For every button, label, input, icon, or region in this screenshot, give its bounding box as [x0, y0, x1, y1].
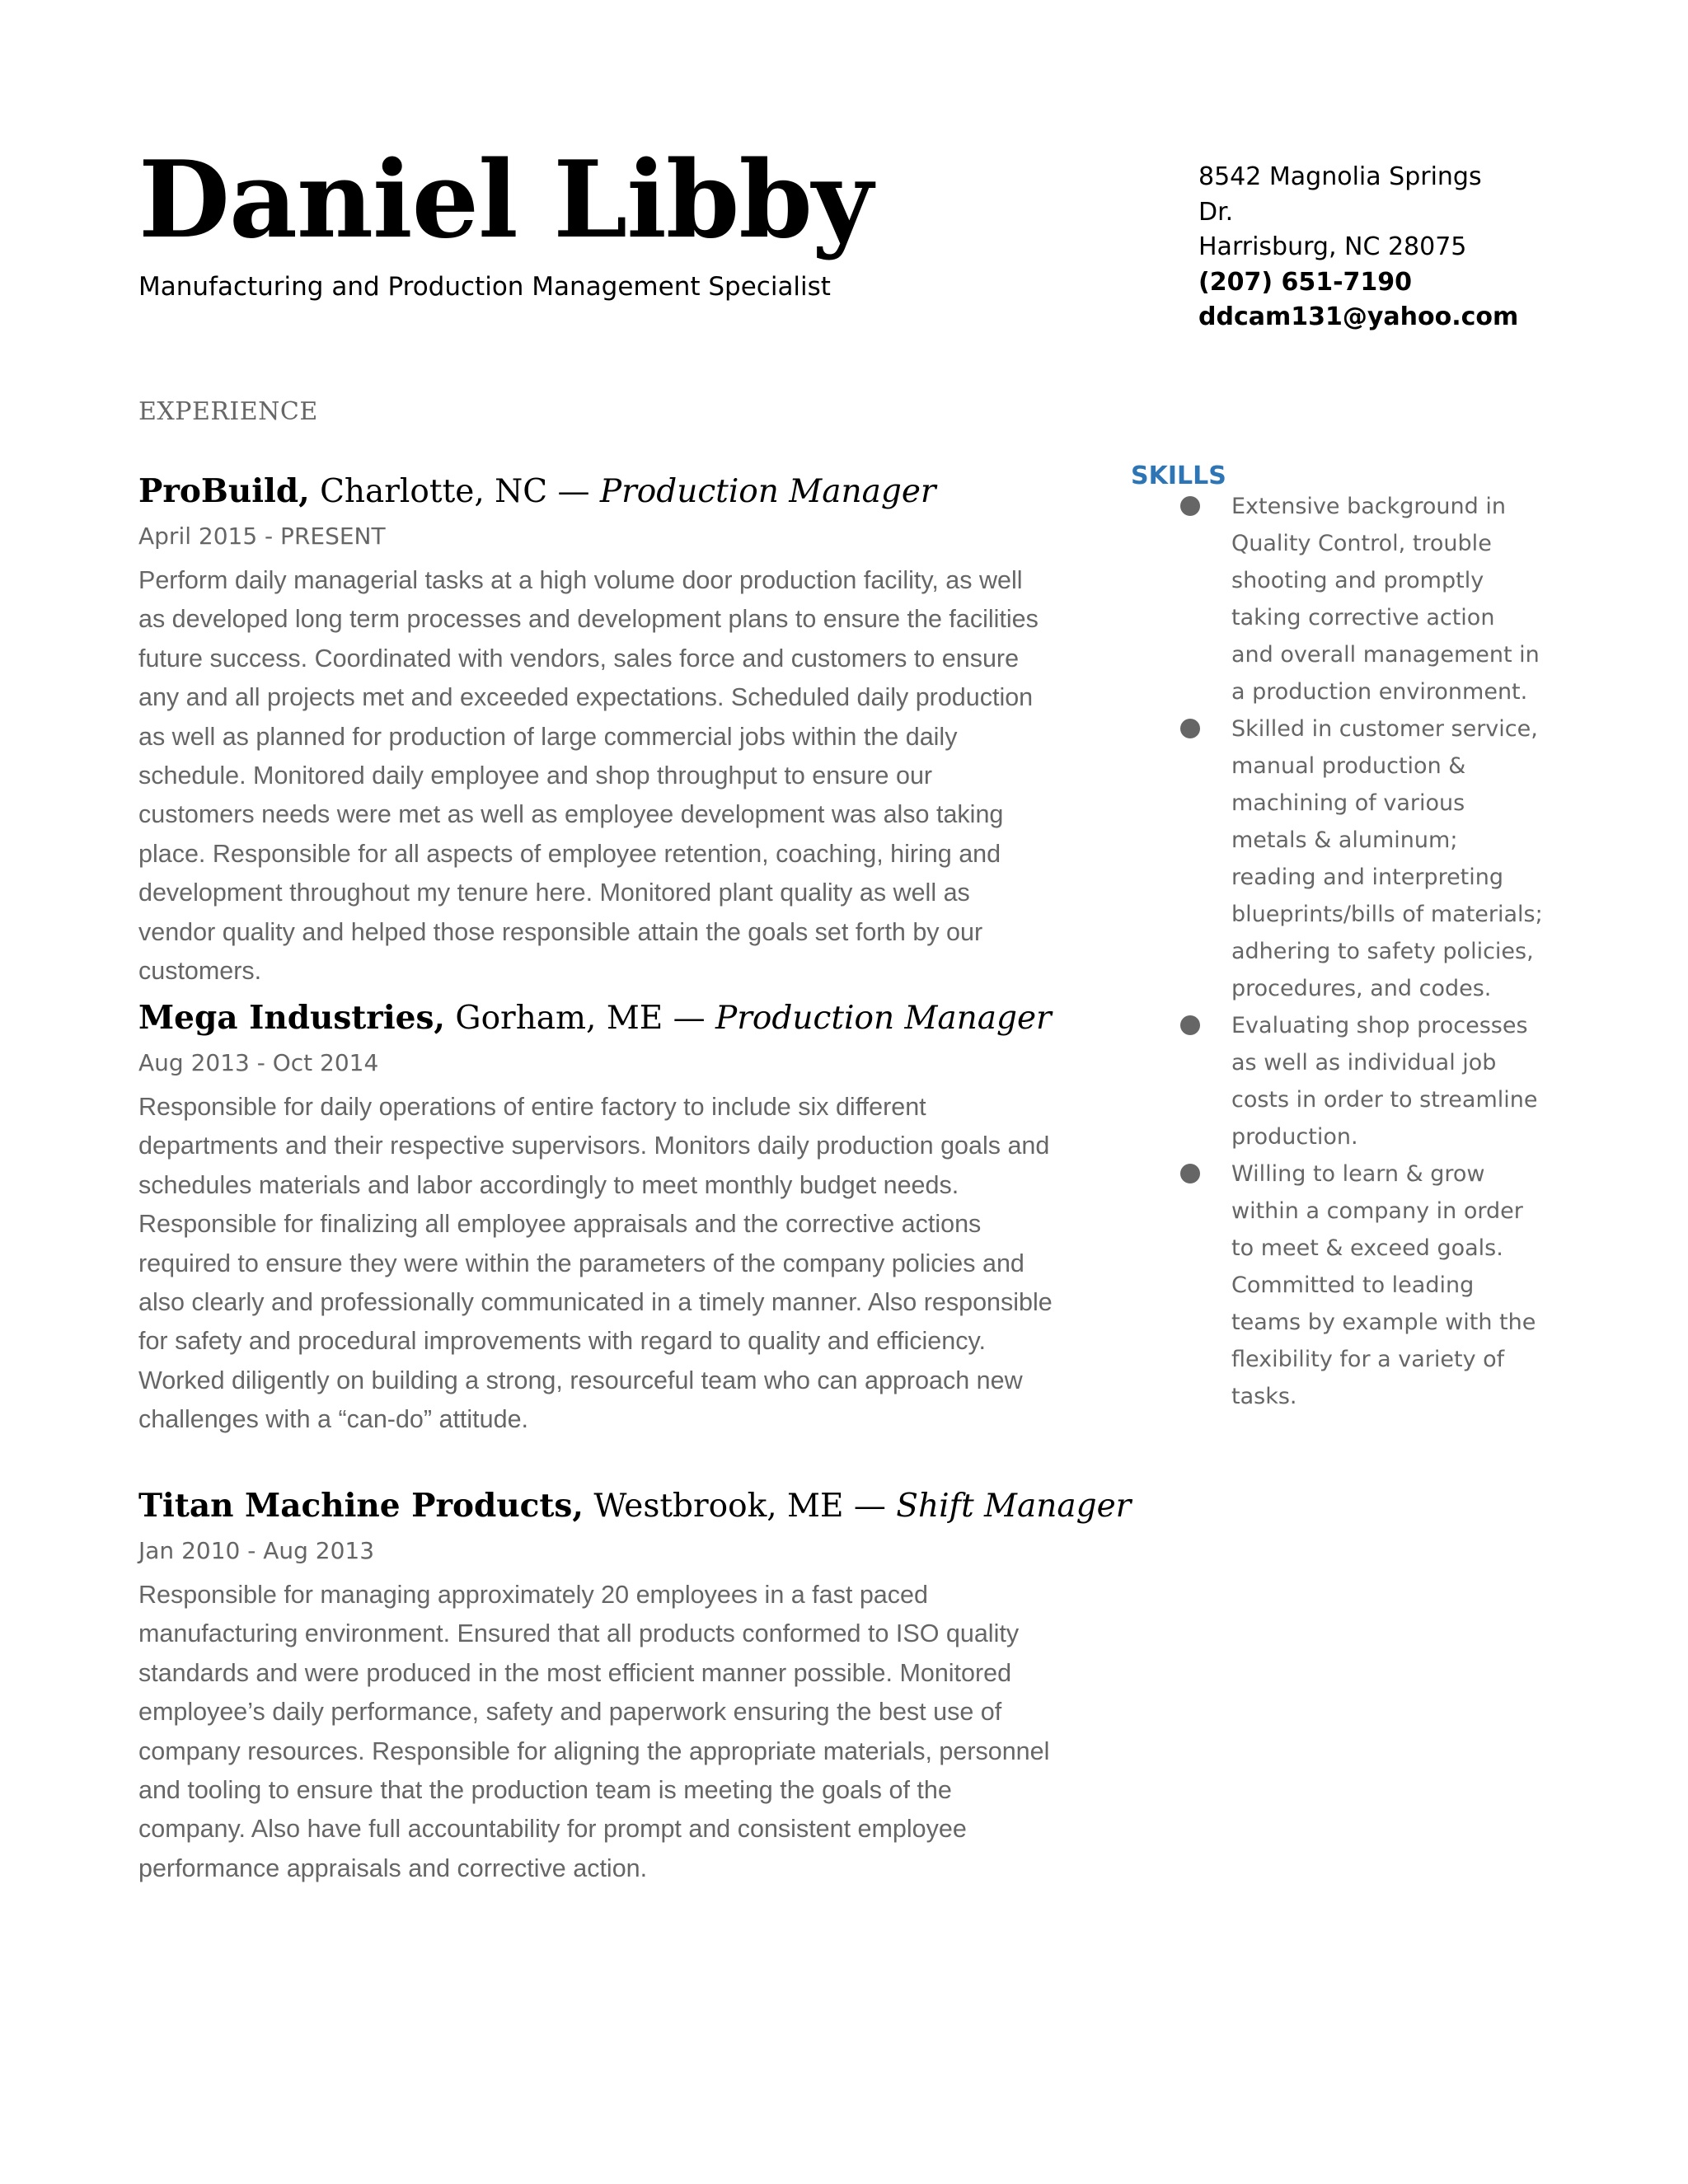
job-entry-probuild [138, 466, 1053, 991]
experience-heading: EXPERIENCE [138, 397, 318, 426]
job-entry-titan-machine [138, 1481, 1132, 1888]
address-line-3: Harrisburg, NC 28075 [1198, 232, 1467, 261]
bullet-icon [1180, 496, 1200, 516]
job-title-line [138, 993, 1053, 1043]
job-title-line [138, 1481, 1132, 1531]
job-title-line [138, 466, 1053, 517]
skill-text: Evaluating shop processes as well as individual job costs in order to streamline production. [1231, 1013, 1538, 1150]
skill-item [1180, 1007, 1543, 1155]
skill-item [1180, 488, 1543, 710]
job-description: Perform daily managerial tasks at a high volume door production facility, as well as developed long term processes and development plans to ensure the facilities future success. Coordinated with vendors, sales force and customers to ensure any and all projects met and exceeded expectations. Scheduled daily production as well as planned for production of large commercial jobs within the daily schedule. Monitored daily employee and shop throughput to ensure our customers needs were met as well as employee development was also taking place. Responsible for all aspects of employee retention, coaching, hiring and development throughout my tenure here. Monitored plant quality as well as vendor quality and helped those responsible attain the goals set forth by our customers. [138, 566, 1039, 986]
job-location: Gorham, ME — [445, 1000, 716, 1037]
job-company: ProBuild, [138, 472, 310, 510]
bullet-icon [1180, 1015, 1200, 1035]
skill-item [1180, 710, 1543, 1007]
skill-text: Willing to learn & grow within a company in order to meet & exceed goals. Committed to leading teams by example with the flexibility for a variety of tasks. [1231, 1161, 1536, 1409]
job-role: Production Manager [715, 1000, 1052, 1037]
job-dates: Jan 2010 - Aug 2013 [138, 1537, 375, 1564]
candidate-title: Manufacturing and Production Management Specialist [138, 272, 831, 302]
job-location: Charlotte, NC — [309, 473, 600, 510]
skill-item [1180, 1155, 1543, 1415]
job-dates: April 2015 - PRESENT [138, 523, 386, 550]
contact-block [1198, 160, 1561, 335]
email-address: ddcam131@yahoo.com [1198, 302, 1519, 331]
job-location: Westbrook, ME — [583, 1488, 897, 1525]
address-line-1: 8542 Magnolia Springs [1198, 162, 1482, 191]
address-line-2: Dr. [1198, 197, 1234, 227]
bullet-icon [1180, 719, 1200, 738]
job-dates: Aug 2013 - Oct 2014 [138, 1049, 379, 1076]
bullet-icon [1180, 1164, 1200, 1183]
phone-number: (207) 651-7190 [1198, 267, 1413, 297]
job-description: Responsible for managing approximately 20 employees in a fast paced manufacturing environment. Ensured that all products conformed to ISO quality standards and were produced in the most efficient manner possible. Monitored employee’s daily performance, safety and paperwork ensuring the best use of company resources. Responsible for aligning the appropriate materials, personnel and tooling to ensure that the production team is meeting the goals of the company. Also have full accountability for prompt and consistent employee performance appraisals and corrective action. [138, 1581, 1050, 1882]
skill-text: Skilled in customer service, manual production & machining of various metals & aluminum; reading and interpreting blueprints/bills of materials; adhering to safety policies, procedures, and codes. [1231, 716, 1543, 1001]
job-role: Shift Manager [896, 1488, 1132, 1525]
skill-text: Extensive background in Quality Control, trouble shooting and promptly taking corrective action and overall management in a production environment. [1231, 494, 1540, 705]
job-entry-mega-industries [138, 993, 1053, 1440]
skills-list [1180, 488, 1543, 1415]
skills-heading: SKILLS [1131, 462, 1226, 490]
job-description: Responsible for daily operations of entire factory to include six different departments and their respective supervisors. Monitors daily production goals and schedules materials and labor accordingly to meet monthly budget needs. Responsible for finalizing all employee appraisals and the corrective actions required to ensure they were within the parameters of the company policies and also clearly and professionally communicated in a timely manner. Also responsible for safety and procedural improvements with regard to quality and efficiency. Worked diligently on building a strong, resourceful team who can approach new challenges with a “can-do” attitude. [138, 1093, 1053, 1434]
candidate-name: Daniel Libby [138, 138, 873, 262]
job-role: Production Manager [599, 473, 936, 510]
job-company: Titan Machine Products, [138, 1487, 584, 1525]
job-company: Mega Industries, [138, 999, 446, 1037]
